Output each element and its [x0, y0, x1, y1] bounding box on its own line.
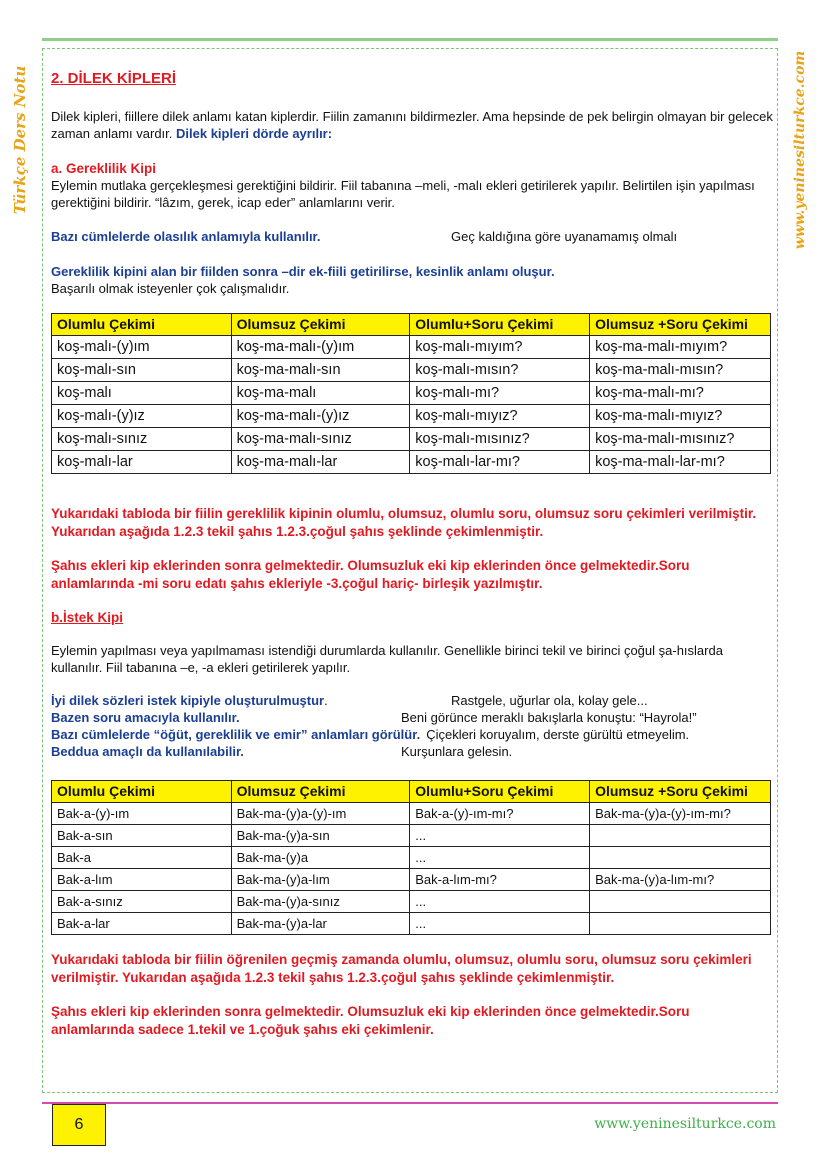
istek-use-suffix: . — [324, 693, 328, 708]
table-row — [52, 825, 771, 847]
table-row — [52, 451, 771, 474]
istek-use-row — [51, 726, 773, 743]
table-cell: koş-malı-sınız — [52, 428, 232, 451]
table-cell: koş-malı-mıyım? — [410, 336, 590, 359]
istek-use-label: Beddua amaçlı da kullanılabilir. — [51, 744, 244, 759]
istek-use-row — [51, 692, 773, 709]
table-cell: Bak-ma-(y)a — [231, 847, 410, 869]
table-cell — [590, 913, 771, 935]
side-brand-right: www.yeninesilturkce.com — [792, 50, 808, 250]
table-cell: koş-malı-lar-mı? — [410, 451, 590, 474]
intro-paragraph: Dilek kipleri, fiillere dilek anlamı katan kiplerdir. Fiilin zamanını bildirmezler. Ama hepsinde de pek belirgin olmayan bir gelecek zaman anlamı vardır. Dilek kipleri dörde ayrılır: — [51, 109, 773, 141]
column-header: Olumlu Çekimi — [52, 314, 232, 336]
page-number: 6 — [52, 1104, 106, 1146]
istek-desc: Eylemin yapılması veya yapılmaması istendiği durumlarda kullanılır. Genellikle birinci tekil ve birinci çoğul şa-hıslarda kullanılır. Fiil tabanına –e, -a ekleri getirilerek yapılır. — [51, 643, 723, 675]
table-cell: koş-malı-(y)ız — [52, 405, 232, 428]
table-cell: ... — [410, 913, 590, 935]
dir-label: Gereklilik kipini alan bir fiilden sonra –dir ek-fiili getirilirse, kesinlik anlamı oluşur. — [51, 264, 555, 279]
istek-use-label: Bazı cümlelerde “öğüt, gereklilik ve emir” anlamları görülür. — [51, 727, 421, 742]
table-cell: Bak-ma-(y)a-lım-mı? — [590, 869, 771, 891]
table-cell — [590, 825, 771, 847]
table-cell: koş-malı-mı? — [410, 382, 590, 405]
table-cell: koş-ma-malı-lar-mı? — [590, 451, 771, 474]
table-row — [52, 405, 771, 428]
table-cell: koş-ma-malı-(y)ım — [231, 336, 410, 359]
note-2b: Şahıs ekleri kip eklerinden sonra gelmektedir. Olumsuzluk eki kip eklerinden önce gelmektedir.Soru anlamlarında sadece 1.tekil ve 1.çoğuk şahıs eki çekimlenir. — [51, 1004, 690, 1037]
table-cell: koş-ma-malı-sın — [231, 359, 410, 382]
table-cell: Bak-ma-(y)a-sın — [231, 825, 410, 847]
note-1a: Yukarıdaki tabloda bir fiilin gereklilik kipinin olumlu, olumsuz, olumlu soru, olumsuz soru çekimleri verilmiştir. Yukarıdan aşağıda 1.2.3 tekil şahıs 1.2.3.çoğul şahıs şeklinde çekimlenmiştir. — [51, 506, 757, 539]
table-row — [52, 803, 771, 825]
table-cell: koş-ma-malı-lar — [231, 451, 410, 474]
top-divider — [42, 38, 778, 41]
table-cell: koş-ma-malı-mısınız? — [590, 428, 771, 451]
istek-use-example: Rastgele, uğurlar ola, kolay gele... — [451, 693, 648, 708]
column-header: Olumsuz Çekimi — [231, 781, 410, 803]
note-2a: Yukarıdaki tabloda bir fiilin öğrenilen geçmiş zamanda olumlu, olumsuz, olumlu soru, olumsuz soru çekimleri verilmiştir. Yukarıdan aşağıda 1.2.3 tekil şahıs 1.2.3.çoğul şahıs şeklinde çekimlenmiştir. — [51, 952, 752, 985]
column-header: Olumlu+Soru Çekimi — [410, 781, 590, 803]
istek-use-example: Çiçekleri koruyalım, derste gürültü etmeyelim. — [426, 727, 690, 742]
table-cell: koş-ma-malı-mısın? — [590, 359, 771, 382]
table-cell: Bak-ma-(y)a-(y)-ım — [231, 803, 410, 825]
table-row — [52, 891, 771, 913]
table-cell: ... — [410, 825, 590, 847]
istek-use-row — [51, 743, 773, 760]
column-header: Olumsuz +Soru Çekimi — [590, 314, 771, 336]
table-cell: Bak-a-sınız — [52, 891, 232, 913]
footer-url[interactable]: www.yeninesilturkce.com — [594, 1116, 776, 1132]
table-row — [52, 913, 771, 935]
column-header: Olumlu Çekimi — [52, 781, 232, 803]
column-header: Olumsuz +Soru Çekimi — [590, 781, 771, 803]
istek-table — [51, 780, 771, 935]
table-cell: Bak-a — [52, 847, 232, 869]
table-cell: ... — [410, 847, 590, 869]
note-1b: Şahıs ekleri kip eklerinden sonra gelmektedir. Olumsuzluk eki kip eklerinden önce gelmektedir.Soru anlamlarında -mi soru edatı şahıs ekleriyle -3.çoğul hariç- birleşik yazılmıştır. — [51, 558, 690, 591]
table-cell: koş-malı-lar — [52, 451, 232, 474]
table-cell: koş-ma-malı-(y)ız — [231, 405, 410, 428]
table-cell: koş-malı-mısın? — [410, 359, 590, 382]
table-row — [52, 382, 771, 405]
table-cell: Bak-a-lım — [52, 869, 232, 891]
page-content — [51, 68, 773, 1039]
istek-use-row — [51, 709, 773, 726]
footer-divider — [42, 1102, 778, 1104]
gereklilik-desc: Eylemin mutlaka gerçekleşmesi gerektiğini bildirir. Fiil tabanına –meli, -malı ekleri getirilerek yapılır. Belirtilen işin yapılması gerektiğini bildirir. “lâzım, gerek, icap eder” anlamlarını verir. — [51, 178, 755, 210]
table-cell: Bak-ma-(y)a-(y)-ım-mı? — [590, 803, 771, 825]
istek-use-label: Bazen soru amacıyla kullanılır. — [51, 710, 240, 725]
table-cell: Bak-ma-(y)a-lım — [231, 869, 410, 891]
table-cell: koş-ma-malı — [231, 382, 410, 405]
istek-use-example: Kurşunlara gelesin. — [401, 744, 513, 759]
table-row — [52, 428, 771, 451]
table-row — [52, 869, 771, 891]
table-cell: Bak-ma-(y)a-lar — [231, 913, 410, 935]
table-cell: koş-malı — [52, 382, 232, 405]
table-cell: koş-malı-(y)ım — [52, 336, 232, 359]
page-title: 2. DİLEK KİPLERİ — [51, 70, 177, 87]
table-cell: Bak-a-lım-mı? — [410, 869, 590, 891]
column-header: Olumsuz Çekimi — [231, 314, 410, 336]
table-cell: koş-ma-malı-mıyım? — [590, 336, 771, 359]
intro-bold: Dilek kipleri dörde ayrılır: — [176, 126, 333, 141]
table-row — [52, 336, 771, 359]
istek-use-label: İyi dilek sözleri istek kipiyle oluşturulmuştur — [51, 693, 325, 708]
dir-example: Başarılı olmak isteyenler çok çalışmalıdır. — [51, 281, 290, 296]
istek-use-example: Beni görünce meraklı bakışlarla konuştu: “Hayrola!” — [401, 710, 697, 725]
table-row — [52, 847, 771, 869]
table-cell: koş-malı-mısınız? — [410, 428, 590, 451]
side-brand-left: Türkçe Ders Notu — [11, 65, 29, 215]
column-header: Olumlu+Soru Çekimi — [410, 314, 590, 336]
istek-heading: b.İstek Kipi — [51, 610, 124, 625]
gereklilik-heading: a. Gereklilik Kipi — [51, 161, 157, 176]
table-cell: Bak-a-lar — [52, 913, 232, 935]
gereklilik-table — [51, 313, 771, 474]
table-cell: Bak-a-(y)-ım-mı? — [410, 803, 590, 825]
table-cell: koş-ma-malı-sınız — [231, 428, 410, 451]
table-cell: ... — [410, 891, 590, 913]
table-cell: koş-malı-mıyız? — [410, 405, 590, 428]
table-cell: koş-ma-malı-mı? — [590, 382, 771, 405]
table-row — [52, 359, 771, 382]
olasilik-row: Bazı cümlelerde olasılık anlamıyla kullanılır. Geç kaldığına göre uyanamamış olmalı — [51, 229, 678, 244]
table-cell: Bak-a-(y)-ım — [52, 803, 232, 825]
table-cell: Bak-a-sın — [52, 825, 232, 847]
table-cell: koş-ma-malı-mıyız? — [590, 405, 771, 428]
table-cell: koş-malı-sın — [52, 359, 232, 382]
table-cell: Bak-ma-(y)a-sınız — [231, 891, 410, 913]
istek-uses — [51, 692, 773, 760]
table-cell — [590, 847, 771, 869]
table-cell — [590, 891, 771, 913]
